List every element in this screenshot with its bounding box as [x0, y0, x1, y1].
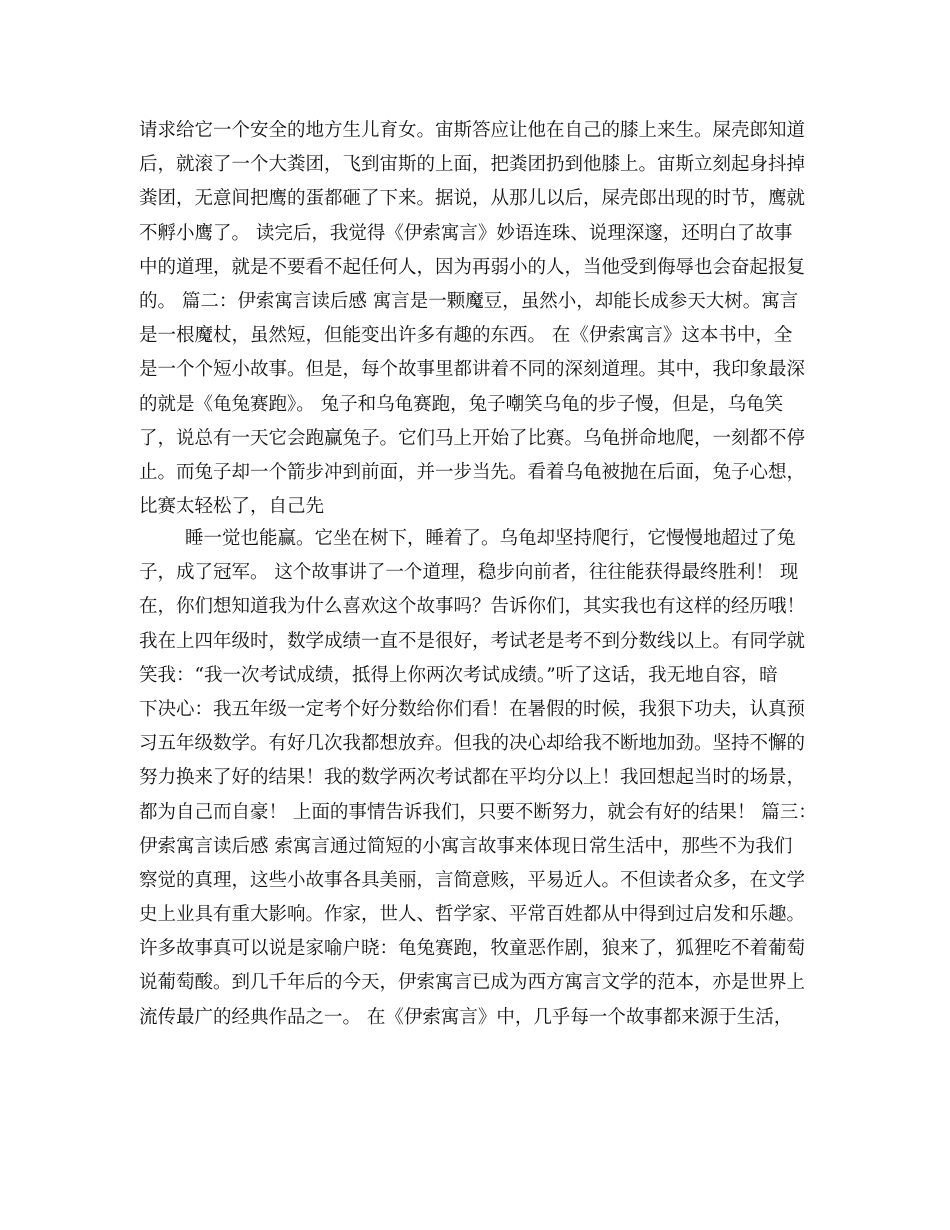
- text-line: 的就是《龟兔赛跑》。 兔子和乌龟赛跑，兔子嘲笑乌龟的步子慢，但是，乌龟笑: [139, 393, 784, 415]
- text-line: 流传最广的经典作品之一。 在《伊索寓言》中，几乎每一个故事都来源于生活，: [139, 1006, 793, 1028]
- text-line: 史上业具有重大影响。作家，世人、哲学家、平常百姓都从中得到过启发和乐趣。: [139, 904, 806, 926]
- text-line: 都为自己而自豪！ 上面的事情告诉我们，只要不断努力，就会有好的结果！ 篇三：: [139, 801, 817, 823]
- text-line: 许多故事真可以说是家喻户晓：龟兔赛跑，牧童恶作剧，狼来了，狐狸吃不着葡萄: [139, 938, 806, 960]
- text-block-2: [139, 522, 829, 1035]
- text-line-indented: 睡一觉也能赢。它坐在树下，睡着了。乌龟却坚持爬行，它慢慢地超过了兔: [185, 528, 796, 549]
- text-line: 察觉的真理，这些小故事各具美丽，言简意赅，平易近人。不但读者众多，在文学: [139, 869, 806, 891]
- text-line: 后，就滚了一个大粪团，飞到宙斯的上面，把粪团扔到他膝上。宙斯立刻起身抖掉: [139, 154, 806, 176]
- text-line: 请求给它一个安全的地方生儿育女。宙斯答应让他在自己的膝上来生。屎壳郎知道: [139, 120, 806, 141]
- text-line: 在，你们想知道我为什么喜欢这个故事吗？告诉你们，其实我也有这样的经历哦！: [139, 596, 806, 618]
- text-line: 不孵小鹰了。 读完后，我觉得《伊索寓言》妙语连珠、说理深邃，还明白了故事: [139, 222, 793, 244]
- text-line: 习五年级数学。有好几次我都想放弃。但我的决心却给我不断地加劲。坚持不懈的: [139, 733, 806, 755]
- text-line: 子，成了冠军。 这个故事讲了一个道理，稳步向前者，往往能获得最终胜利！ 现: [139, 562, 799, 584]
- text-line: 是一个个短小故事。但是，每个故事里都讲着不同的深刻道理。其中，我印象最深: [139, 359, 806, 381]
- text-line: 了，说总有一天它会跑赢兔子。它们马上开始了比赛。乌龟拼命地爬，一刻都不停: [139, 427, 806, 449]
- text-line: 笑我：“我一次考试成绩，抵得上你两次考试成绩。”听了这话，我无地自容，暗: [139, 664, 778, 686]
- text-block-1: [139, 114, 829, 524]
- text-line: 的。 篇二：伊索寓言读后感 寓言是一颗魔豆，虽然小，却能长成参天大树。寓言: [139, 290, 799, 312]
- text-line: 努力换来了好的结果！我的数学两次考试都在平均分以上！我回想起当时的场景，: [139, 767, 806, 789]
- text-line: 止。而兔子却一个箭步冲到前面，并一步当先。看着乌龟被抛在后面，兔子心想，: [139, 461, 806, 483]
- text-line: 是一根魔杖，虽然短，但能变出许多有趣的东西。 在《伊索寓言》这本书中，全: [139, 325, 793, 347]
- text-line: 中的道理，就是不要看不起任何人，因为再弱小的人，当他受到侮辱也会奋起报复: [139, 256, 806, 278]
- text-line: 说葡萄酸。到几千年后的今天，伊索寓言已成为西方寓言文学的范本，亦是世界上: [139, 972, 806, 994]
- text-line: 伊索寓言读后感 索寓言通过简短的小寓言故事来体现日常生活中，那些不为我们: [139, 835, 793, 857]
- text-line: 粪团，无意间把鹰的蛋都砸了下来。据说，从那儿以后，屎壳郎出现的时节，鹰就: [139, 188, 806, 210]
- text-line: 比赛太轻松了，自己先: [139, 496, 325, 518]
- text-line: 我在上四年级时，数学成绩一直不是很好，考试老是考不到分数线以上。有同学就: [139, 630, 806, 652]
- text-line: 下决心：我五年级一定考个好分数给你们看！在暑假的时候，我狠下功夫，认真预: [139, 698, 806, 720]
